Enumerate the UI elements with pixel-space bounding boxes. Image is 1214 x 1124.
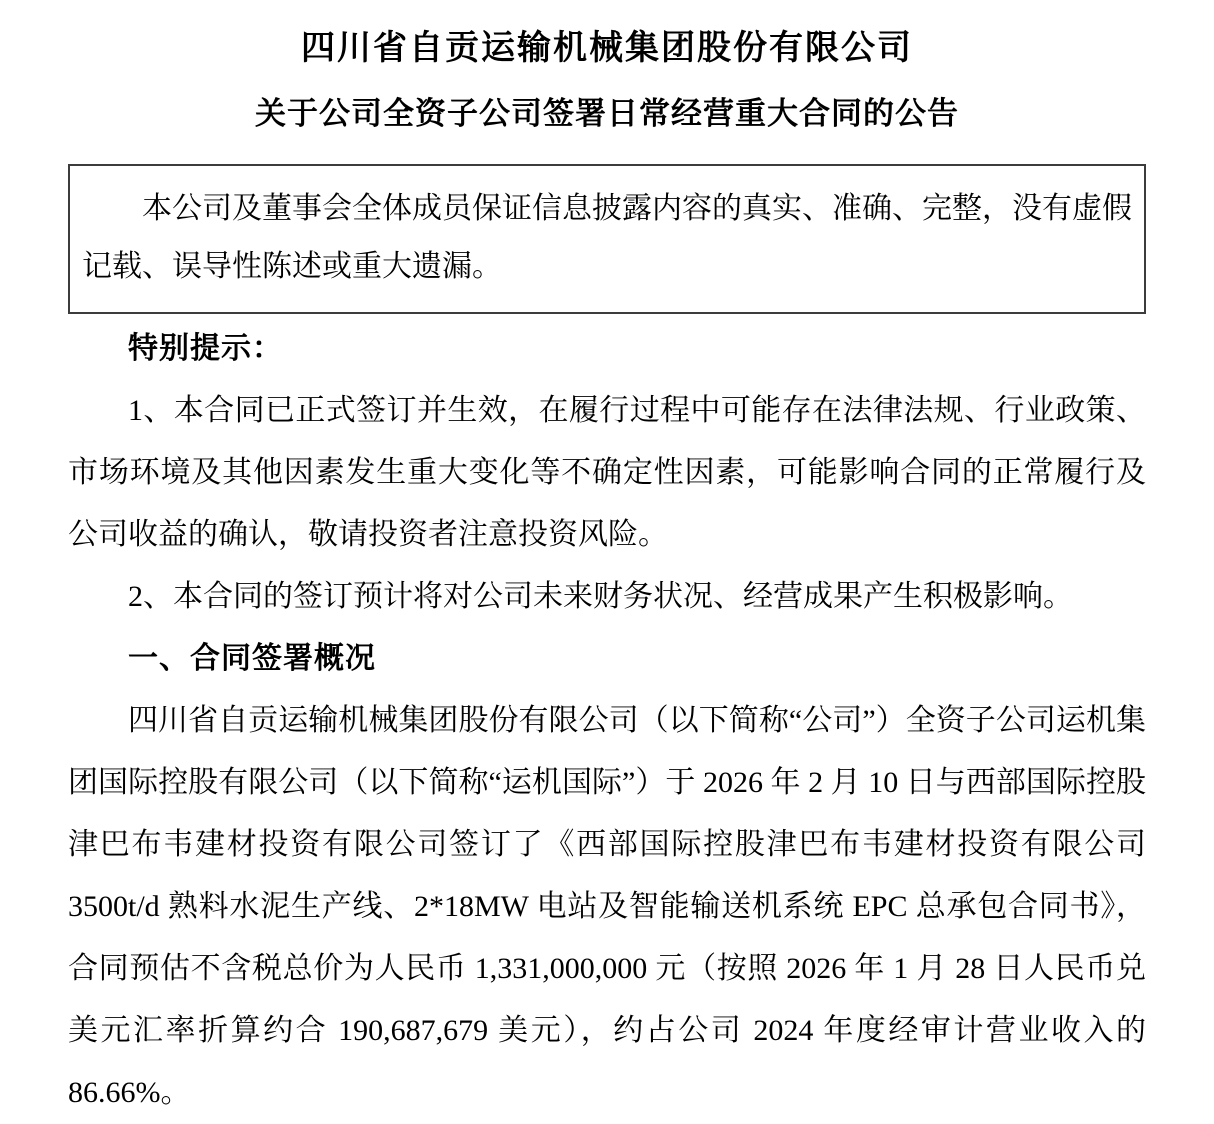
disclaimer-text: 本公司及董事会全体成员保证信息披露内容的真实、准确、完整，没有虚假记载、误导性陈述或重大遗漏。 [82, 192, 1132, 283]
notice-item-1: 1、本合同已正式签订并生效，在履行过程中可能存在法律法规、行业政策、市场环境及其他因素发生重大变化等不确定性因素，可能影响合同的正常履行及公司收益的确认，敬请投资者注意投资风险。 [68, 394, 1146, 551]
document-title: 四川省自贡运输机械集团股份有限公司 [301, 30, 913, 67]
disclaimer-box [68, 164, 1146, 314]
notice-item-2: 2、本合同的签订预计将对公司未来财务状况、经营成果产生积极影响。 [128, 580, 1073, 613]
document-subtitle: 关于公司全资子公司签署日常经营重大合同的公告 [255, 96, 959, 131]
document-body [68, 318, 1146, 1124]
section-body-contract-overview: 四川省自贡运输机械集团股份有限公司（以下简称“公司”）全资子公司运机集团国际控股有限公司（以下简称“运机国际”）于 2026 年 2 月 10 日与西部国际控股津巴布韦建材投资有限公司签订了《西部国际控股津巴布韦建材投资有限公司 3500t/d 熟料水泥生产线、2*18MW 电站及智能输送机系统 EPC 总承包合同书》，合同预估不含税总价为人民币 1,331,000,000 元（按照 2026 年 1 月 28 日人民币兑美元汇率折算约合 190,687,679 美元），约占公司 2024 年度经审计营业收入的 86.66%。 [68, 704, 1146, 1109]
section-heading-contract-overview: 一、合同签署概况 [128, 642, 376, 675]
special-notice-heading: 特别提示： [128, 332, 283, 365]
